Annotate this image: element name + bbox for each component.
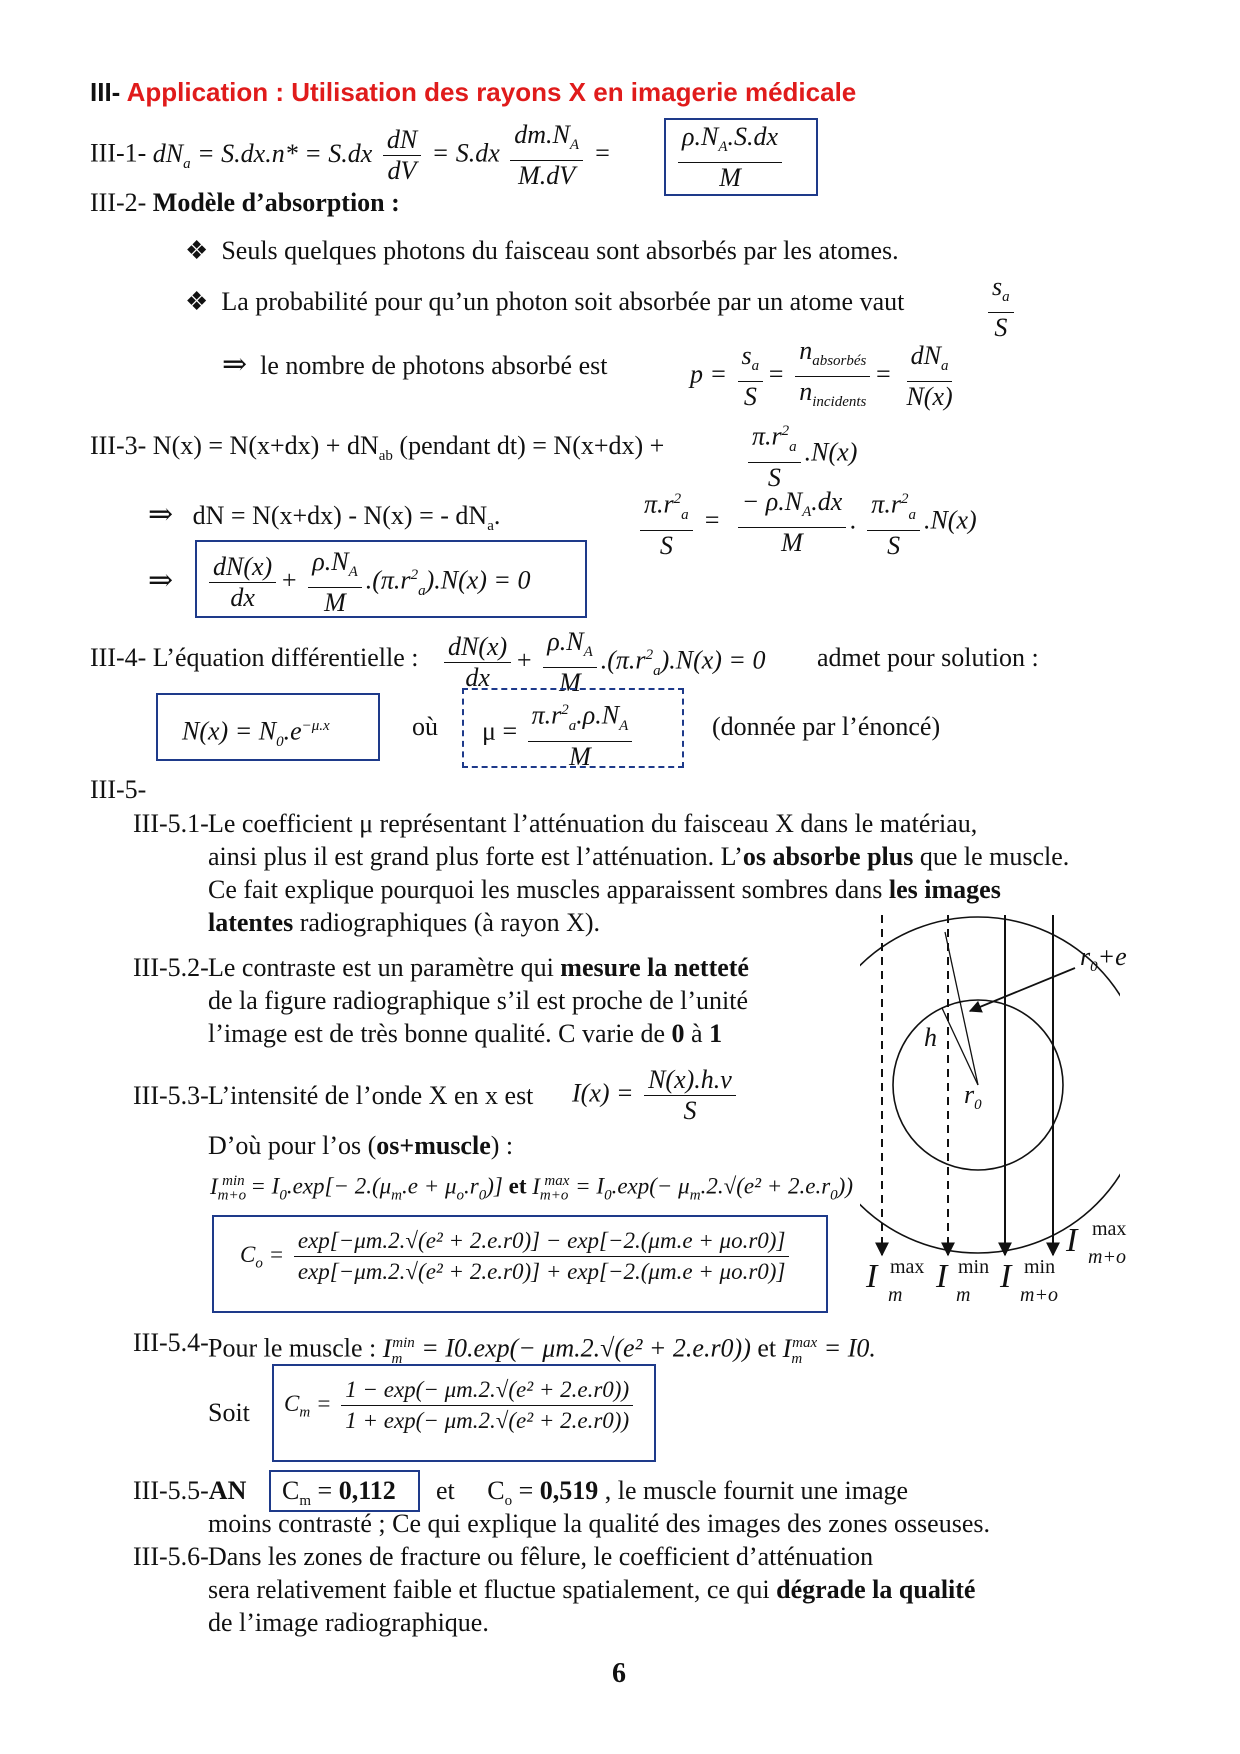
eq-part: = I0.: [823, 1333, 876, 1363]
eq-part: N(x) = N: [182, 716, 277, 746]
p-iii-5-3-l2: [208, 1131, 513, 1161]
label: III-5.5-: [133, 1476, 209, 1505]
eq-sub: o: [456, 1187, 465, 1204]
frac-num-sup: 2: [900, 491, 909, 507]
title-text: Application : Utilisation des rayons X en imagerie médicale: [126, 77, 857, 107]
eq-part: = S.dx.n* = S.dx: [197, 138, 373, 168]
sup-min: min: [1024, 1256, 1056, 1278]
frac-num: dN: [383, 125, 421, 156]
label-iii-2: III-2-: [90, 188, 147, 217]
text: =: [512, 1476, 540, 1505]
title-prefix: III-: [90, 77, 121, 107]
eq-sub: m+o: [217, 1187, 247, 1204]
frac-num: π.r: [752, 421, 782, 451]
frac-den: dx: [230, 583, 255, 613]
p-iii-5-6-l1: Dans les zones de fracture ou fêlure, le coefficient d’atténuation: [208, 1542, 874, 1571]
label-iii-4: III-4-: [90, 643, 147, 672]
frac-num-sub: A: [569, 137, 580, 154]
text: sera relativement faible et fluctue spatialement, ce qui: [208, 1575, 777, 1604]
eq-part: = I: [250, 1173, 280, 1199]
eq-sub: m+o: [539, 1187, 569, 1204]
frac-num-sub: absorbés: [812, 353, 867, 370]
sub-m: m: [956, 1284, 971, 1306]
eq-dot: .: [493, 501, 501, 530]
frac-den: dx: [465, 663, 490, 693]
sup-max: max: [890, 1256, 925, 1278]
eq-part: )): [837, 1173, 853, 1199]
p-iii-5-6-l2: [208, 1575, 975, 1605]
label-iii-1: III-1-: [90, 138, 147, 168]
frac-den: dV: [387, 156, 417, 186]
frac-num-sub: a: [751, 358, 760, 375]
frac-den: M: [719, 163, 741, 193]
p-iii-5-2-l3: [208, 1019, 722, 1049]
eq-iii-3-line2: [148, 500, 500, 541]
heading-text: Modèle d’absorption :: [152, 188, 400, 217]
frac-num-sub: A: [583, 644, 593, 661]
text-bold: latentes: [208, 908, 294, 937]
os-intensity-eq: $I_{m+o}^{min} = I_0.\exp[- 2.(\mu_m.e + \mu_o.r_0)]$ et $I_{m+o}^{max} = I_0.\exp(- \mu_m.2.√(e^2 + 2.e.r_0))$: [210, 1173, 853, 1204]
frac-num-sub: A: [802, 504, 812, 521]
frac-num: ρ.N: [547, 627, 584, 656]
p-iii-5-4-label: III-5.4-: [133, 1328, 209, 1357]
I-letter: I: [1000, 1258, 1012, 1295]
p-iii-5-2-l1: [208, 953, 749, 983]
frac-den: S: [887, 530, 901, 560]
label-iii-5: III-5-: [90, 775, 147, 804]
text: Le contraste est un paramètre qui: [208, 953, 561, 982]
eq-sup: max: [792, 1335, 818, 1351]
frac-den: S: [994, 313, 1008, 343]
eq-sub: m: [791, 1350, 803, 1367]
pointer-arrow-icon: [970, 968, 1075, 1011]
label-I-max-m-sub: [888, 1284, 902, 1307]
cm-eq: $C_m$ = $\frac{\text{1 − exp(− μm.2.√(e² + 2.e.r0))}}{\text{1 + exp(− μm.2.√(e² + 2.e.r0))}}$: [284, 1375, 637, 1436]
sub-mo: m+o: [1020, 1284, 1058, 1306]
eq-sub: a: [418, 582, 426, 599]
diff-eq-boxed: $\frac{dN(x)}{dx}$ + $\frac{\rho.N_A}{M}$ $.(\pi.r^2_a).N(x) = 0$: [205, 547, 530, 618]
eq-iii-1: III-1- $dN_a = S.dx.n* = S.dx$ $\frac{dN}{dV}$ = S.dx $\frac{dm.N_A}{M.dV}$ =: [90, 120, 612, 191]
p-iii-5-4-text: Pour le muscle : $I_m^{min} = I0.\exp(- \mu m.2.√(e^2 + 2.e.r0))$ et $I_m^{max} = I0$.: [208, 1333, 876, 1367]
eq-tail: ).N(x) = 0: [660, 645, 766, 675]
eq-sup: −μ.x: [301, 718, 330, 734]
I-letter: I: [866, 1258, 878, 1295]
eq-sup: min: [222, 1173, 245, 1189]
text-bold: les images: [888, 875, 1001, 904]
frac-num: dN(x): [209, 552, 276, 583]
frac-num: − ρ.N: [741, 486, 803, 516]
eq-sub: m: [391, 1187, 403, 1204]
eq-sub: 0: [604, 1187, 612, 1204]
given-text: (donnée par l’énoncé): [712, 712, 941, 741]
ou-text: où: [412, 712, 438, 741]
frac-num-tail: .S.dx: [727, 122, 779, 151]
frac-num: s: [992, 272, 1003, 301]
eq-tail: ).N(x) = 0: [425, 565, 531, 595]
eq-sub: m: [689, 1187, 701, 1204]
bullet-text: La probabilité pour qu’un photon soit absorbée par un atome vaut: [221, 287, 905, 316]
intensity-eq: [572, 1065, 740, 1126]
eq-sup: 2: [645, 646, 654, 663]
frac-num-tail: .ρ.N: [576, 700, 620, 730]
frac-den: M: [781, 528, 803, 558]
value-bold: 0,112: [338, 1476, 396, 1505]
eq-part: .exp(− μ: [611, 1173, 690, 1199]
p-iii-5-1-l2: [208, 842, 1069, 872]
frac-num: ρ.N: [682, 122, 719, 151]
eq-sub: a: [653, 662, 661, 679]
frac-den: M.dV: [518, 161, 576, 191]
frac-num-sub: A: [718, 139, 728, 156]
frac-den: 1 + exp(− μm.2.√(e² + 2.e.r0)): [345, 1408, 630, 1433]
sup-max: max: [1092, 1218, 1127, 1240]
eq-iii-3-line1: [90, 431, 664, 471]
frac-den-sub: incidents: [812, 394, 867, 411]
frac-num-sub: a: [789, 438, 797, 455]
eq-part: = I0.exp(− μm.2.√(e² + 2.e.r0)): [421, 1333, 751, 1363]
label-I-min-mo: [1000, 1258, 1011, 1296]
frac-num: exp[−μm.2.√(e² + 2.e.r0)] − exp[−2.(μm.e + μo.r0)]: [294, 1226, 790, 1257]
value-bold: 0,519: [539, 1476, 599, 1505]
eq-tail: .N(x): [804, 437, 858, 467]
text-bold: 0: [671, 1019, 685, 1048]
label-I-min-m-sub: [956, 1284, 970, 1307]
eq-sup: max: [544, 1173, 570, 1189]
label-sub: 0: [1090, 959, 1098, 976]
bullet-text: Seuls quelques photons du faisceau sont absorbés par les atomes.: [221, 236, 899, 265]
label-I-min-m: [936, 1258, 947, 1296]
text: C: [487, 1476, 505, 1505]
I-letter: I: [936, 1258, 948, 1295]
label-sub: 0: [974, 1097, 982, 1114]
eq-sup: 2: [410, 566, 419, 583]
implies-arrow-icon: ⇒: [148, 564, 174, 597]
frac-den: M: [559, 668, 581, 698]
p-iii-5-2-label: III-5.2-: [133, 953, 209, 982]
eq-lhs: C: [240, 1241, 256, 1267]
text: radiographiques (à rayon X).: [293, 908, 601, 937]
mu-eq: [482, 695, 636, 772]
frac-den: exp[−μm.2.√(e² + 2.e.r0)] + exp[−2.(μm.e + μo.r0)]: [297, 1259, 786, 1284]
eq-iii-4: [90, 643, 418, 673]
eq-lhs: dN: [152, 138, 184, 168]
label-r0: [964, 1080, 982, 1120]
frac-num-sup: 2: [673, 491, 682, 507]
p-iii-5-6-l3: de l’image radiographique.: [208, 1608, 489, 1637]
frac-den: M: [569, 741, 591, 771]
p-iii-5-5-l2: moins contrasté ; Ce qui explique la qualité des images des zones osseuses.: [208, 1509, 990, 1538]
p-iii-5-2-l2: de la figure radiographique s’il est proche de l’unité: [208, 986, 749, 1015]
text-bold: 1: [709, 1019, 723, 1048]
eq-tail: .N(x): [923, 505, 977, 535]
soit-text: Soit: [208, 1398, 250, 1427]
label-part: r: [964, 1080, 975, 1109]
eq-part: (pendant dt) = N(x+dx) +: [392, 431, 665, 460]
text: L’équation différentielle :: [152, 643, 419, 672]
frac-den: N(x): [906, 382, 953, 412]
co-eq: $C_o$ = $\frac{\text{exp[−μm.2.√(e² + 2.e.r0)] − exp[−2.(μm.e + μo.r0)]}}{\text{exp[−μm.2.√(e² + 2.e.r0)] + exp[−2.(μm.e + μo.r0)]}}$: [240, 1226, 793, 1287]
implies-arrow-icon: ⇒: [148, 498, 174, 531]
page-number: 6: [612, 1658, 626, 1689]
p-iii-5-1-label: III-5.1-: [133, 809, 209, 838]
label-I-min-mo-sub: [1020, 1284, 1058, 1307]
text: Pour le muscle :: [208, 1333, 377, 1363]
eq-lhs-sub: a: [183, 155, 191, 172]
sub-mo: m+o: [1088, 1246, 1126, 1268]
frac-num-sub: a: [940, 358, 949, 375]
frac-num-sup: 2: [561, 702, 569, 718]
eq-sup: min: [392, 1335, 415, 1351]
eq-lhs: I(x) =: [572, 1078, 634, 1108]
eq-part: .2.√(e² + 2.e.r: [700, 1173, 831, 1199]
text: , le muscle fournit une image: [604, 1476, 909, 1505]
frac-num: 1 − exp(− μm.2.√(e² + 2.e.r0)): [341, 1375, 633, 1406]
text: =: [311, 1476, 339, 1505]
label-I-max-mo-sub: [1088, 1246, 1126, 1269]
text: ) :: [490, 1131, 514, 1160]
frac-num: n: [799, 336, 813, 365]
label-r0-plus-e: [1080, 942, 1127, 982]
p-iii-5-1-l4: [208, 908, 600, 938]
solution-eq: [182, 711, 330, 757]
diff-eq-inline: $\frac{dN(x)}{dx}$ + $\frac{\rho.N_A}{M}$ $.(\pi.r^2_a).N(x) = 0$: [440, 627, 765, 698]
label-I-min-mo-sup: [1024, 1256, 1055, 1279]
frac-num: s: [741, 341, 752, 371]
eq-sub: 0: [478, 1187, 487, 1204]
heading-iii-2: [90, 188, 400, 218]
frac-den: S: [659, 530, 673, 560]
implies-arrow-3: [148, 566, 173, 597]
frac-num: dm.N: [514, 120, 570, 149]
implies-text: le nombre de photons absorbé est: [260, 351, 608, 380]
p-iii-5-1-l1: Le coefficient μ représentant l’atténuation du faisceau X dans le matériau,: [208, 809, 978, 838]
label-I-max-mo: [1066, 1222, 1077, 1260]
implies-arrow-icon: ⇒: [222, 348, 248, 381]
p-iii-5-6-label: III-5.6-: [133, 1542, 209, 1571]
label-h: h: [924, 1023, 937, 1052]
an-text: AN: [208, 1476, 247, 1505]
label-part: r: [1080, 942, 1091, 971]
text: Ce fait explique pourquoi les muscles apparaissent sombres dans: [208, 875, 889, 904]
text: ainsi plus il est grand plus forte est l’atténuation. L’: [208, 842, 743, 871]
frac-den: S: [767, 462, 781, 492]
eq-lhs: μ =: [482, 716, 518, 746]
boxed-frac: [674, 122, 786, 193]
frac-num-sub: a: [568, 717, 577, 734]
bullet-2: [185, 287, 904, 317]
probability-eq: p = $\frac{s_a}{S}$ = $\frac{n_{absorbés}}{n_{incidents}}$ = $\frac{dN_a}{N(x)}$: [690, 336, 961, 417]
label-I-min-m-sup: [958, 1256, 989, 1279]
sup-min: min: [958, 1256, 990, 1278]
frac-num: π.r: [871, 489, 901, 519]
eq-part: .e: [283, 716, 302, 746]
et-text: et: [508, 1173, 527, 1199]
text: C: [282, 1476, 300, 1505]
frac-num-sub: A: [348, 564, 358, 581]
et-text: et: [757, 1333, 777, 1363]
eq-sub: 0: [279, 1187, 287, 1204]
frac-num-sup: 2: [781, 423, 790, 439]
radius-outer: [945, 932, 978, 1085]
text: à: [684, 1019, 710, 1048]
eq-tail: .(π.r: [365, 565, 411, 595]
p-iii-5-3-l1: L’intensité de l’onde X en x est: [208, 1081, 534, 1110]
text-bold: os+muscle: [376, 1131, 491, 1160]
frac-den: n: [799, 377, 813, 407]
bullet-1: [185, 236, 899, 266]
frac-den: S: [683, 1096, 697, 1125]
p-iii-5-3-label: III-5.3-: [133, 1081, 209, 1110]
section-title: [90, 77, 856, 108]
sub-m: m: [888, 1284, 903, 1306]
frac-num: π.r: [531, 700, 562, 730]
eq-part: dN = N(x+dx) - N(x) = - dN: [192, 501, 488, 530]
label-I-max-mo-sup: [1092, 1218, 1126, 1241]
eq-sub: m: [391, 1350, 403, 1367]
diamond-bullet-icon: ❖: [185, 287, 209, 316]
frac-num: ρ.N: [312, 547, 349, 576]
frac-pi-r2-over-S: [744, 416, 857, 493]
eq-sub: 0: [276, 733, 284, 750]
text-bold: dégrade la qualité: [776, 1575, 976, 1604]
eq-tail: .(π.r: [600, 645, 646, 675]
frac-num-sub: A: [619, 717, 629, 734]
eq-lhs: C: [284, 1390, 300, 1416]
label-I-max-m: [866, 1258, 877, 1296]
text: que le muscle.: [913, 842, 1070, 871]
frac-num: dN(x): [444, 632, 511, 663]
text-sub: m: [299, 1493, 312, 1510]
eq-lhs: p =: [690, 359, 728, 389]
text-sub: o: [504, 1493, 513, 1510]
eq-part: .e + μ: [402, 1173, 457, 1199]
admits-text: admet pour solution :: [817, 643, 1039, 672]
frac-num: π.r: [644, 489, 674, 519]
I-letter: I: [1066, 1222, 1078, 1259]
text: l’image est de très bonne qualité. C varie de: [208, 1019, 672, 1048]
eq-part: .exp[− 2.(μ: [286, 1173, 392, 1199]
label-part: +e: [1097, 942, 1127, 971]
eq-lhs-sub: o: [255, 1255, 263, 1272]
frac-num: dN: [910, 341, 941, 371]
frac-den: M: [324, 588, 346, 618]
eq-part: .r: [464, 1173, 479, 1199]
frac-num-tail: .dx: [811, 486, 843, 516]
text: et: [436, 1476, 455, 1505]
eq-part: = S.dx: [431, 138, 500, 168]
text-bold: os absorbe plus: [742, 842, 914, 871]
frac-num-sub: a: [1002, 289, 1010, 306]
label-iii-3: III-3-: [90, 431, 147, 460]
label-I-max-m-sup: [890, 1256, 924, 1279]
eq-part: = I: [575, 1173, 605, 1199]
frac-sa-over-S: [984, 272, 1018, 343]
p-iii-5-1-l3: [208, 875, 1001, 905]
text: D’où pour l’os (: [208, 1131, 377, 1160]
implies-line: [222, 350, 607, 381]
eq-part: )]: [486, 1173, 503, 1199]
frac-num-sub: a: [681, 506, 689, 523]
frac-num-sub: a: [908, 506, 916, 523]
p-iii-5-5-label: [133, 1476, 246, 1506]
diamond-bullet-icon: ❖: [185, 236, 209, 265]
eq-sub: ab: [378, 448, 393, 465]
eq-sub: a: [487, 518, 494, 535]
eq-part: N(x) = N(x+dx) + dN: [152, 431, 379, 460]
eq-iii-3-line2-fracs: $\frac{\pi.r^2_a}{S}$ = $\frac{- \rho.N_A.dx}{M}$ . $\frac{\pi.r^2_a}{S}$ .N(x): [636, 484, 977, 561]
eq-sub: 0: [830, 1187, 838, 1204]
text-bold: mesure la netteté: [560, 953, 749, 982]
frac-num: N(x).h.ν: [644, 1065, 736, 1096]
eq-lhs-sub: m: [299, 1404, 311, 1421]
frac-den: S: [743, 382, 757, 412]
